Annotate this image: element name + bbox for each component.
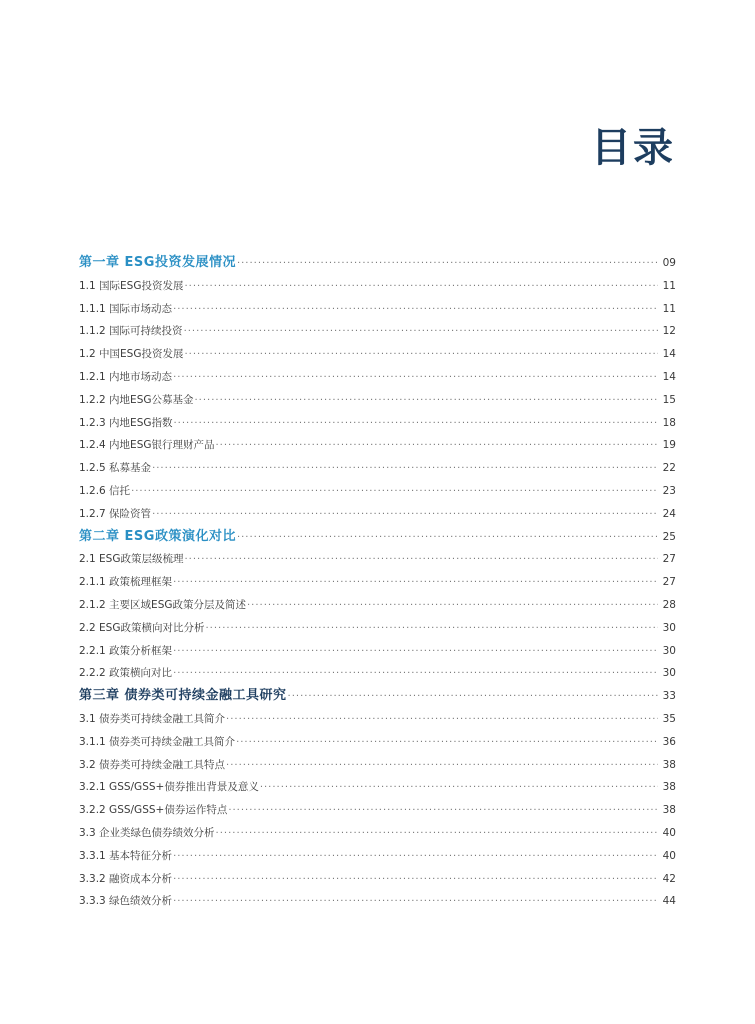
dot-leader <box>173 572 658 595</box>
toc-page-number: 33 <box>662 690 676 703</box>
dot-leader <box>195 390 659 413</box>
toc-page-number: 28 <box>662 598 676 611</box>
dot-leader <box>237 527 658 550</box>
dot-leader <box>247 595 658 618</box>
toc-entry[interactable] <box>79 640 676 663</box>
toc-entry-label: 2.2.1 政策分析框架 <box>79 644 173 657</box>
toc-page-number: 30 <box>662 667 676 680</box>
toc-entry-label: 3.1 债券类可持续金融工具简介 <box>79 712 226 725</box>
dot-leader <box>228 800 658 823</box>
toc-entry[interactable] <box>79 298 676 321</box>
dot-leader <box>152 504 658 527</box>
toc-entry[interactable] <box>79 503 676 526</box>
table-of-contents <box>79 252 676 913</box>
toc-chapter-entry[interactable] <box>79 685 676 708</box>
toc-page-number: 30 <box>662 644 676 657</box>
dot-leader <box>288 686 658 709</box>
toc-entry-label: 第一章 ESG投资发展情况 <box>79 255 236 270</box>
toc-entry[interactable] <box>79 890 676 913</box>
toc-entry[interactable] <box>79 799 676 822</box>
toc-entry-label: 3.1.1 债券类可持续金融工具简介 <box>79 735 236 748</box>
dot-leader <box>173 299 658 322</box>
toc-chapter-entry[interactable] <box>79 526 676 549</box>
toc-entry[interactable] <box>79 708 676 731</box>
toc-page-number: 42 <box>662 872 676 885</box>
toc-entry-label: 1.2 中国ESG投资发展 <box>79 348 184 361</box>
dot-leader <box>205 618 658 641</box>
dot-leader <box>174 413 659 436</box>
toc-entry[interactable] <box>79 845 676 868</box>
dot-leader <box>216 435 659 458</box>
toc-entry[interactable] <box>79 480 676 503</box>
toc-entry-label: 1.1.1 国际市场动态 <box>79 302 173 315</box>
toc-page-number: 14 <box>662 348 676 361</box>
toc-entry-label: 1.2.5 私募基金 <box>79 462 152 475</box>
toc-entry[interactable] <box>79 412 676 435</box>
toc-page-number: 25 <box>662 530 676 543</box>
toc-page-number: 30 <box>662 621 676 634</box>
toc-entry-label: 3.2.2 GSS/GSS+债券运作特点 <box>79 804 228 817</box>
toc-entry[interactable] <box>79 320 676 343</box>
dot-leader <box>184 344 658 367</box>
toc-page-number: 44 <box>662 895 676 908</box>
toc-page-number: 09 <box>662 257 676 269</box>
toc-entry-label: 2.1.2 主要区域ESG政策分层及简述 <box>79 598 246 611</box>
toc-entry-label: 第三章 债券类可持续金融工具研究 <box>79 688 287 704</box>
toc-entry-label: 2.2.2 政策横向对比 <box>79 667 173 680</box>
toc-entry[interactable] <box>79 343 676 366</box>
dot-leader <box>184 276 658 299</box>
toc-entry[interactable] <box>79 594 676 617</box>
toc-page-number: 36 <box>662 735 676 748</box>
toc-entry-label: 3.3 企业类绿色债券绩效分析 <box>79 826 215 839</box>
toc-entry-label: 第二章 ESG政策演化对比 <box>79 528 236 544</box>
toc-entry[interactable] <box>79 571 676 594</box>
dot-leader <box>260 777 658 800</box>
toc-page-number: 11 <box>662 302 676 315</box>
toc-entry[interactable] <box>79 868 676 891</box>
page-title: 目录 <box>591 125 675 171</box>
dot-leader <box>131 481 658 504</box>
dot-leader <box>216 823 658 846</box>
toc-page-number: 27 <box>662 553 676 566</box>
toc-page-number: 38 <box>662 781 676 794</box>
toc-entry-label: 3.2 债券类可持续金融工具特点 <box>79 758 226 771</box>
toc-entry-label: 1.2.6 信托 <box>79 484 131 497</box>
toc-page-number: 19 <box>662 439 676 452</box>
toc-entry-label: 2.1 ESG政策层级梳理 <box>79 553 184 566</box>
toc-entry[interactable] <box>79 457 676 480</box>
toc-entry-label: 3.3.3 绿色绩效分析 <box>79 895 173 908</box>
dot-leader <box>237 253 658 276</box>
dot-leader <box>226 709 658 732</box>
toc-entry[interactable] <box>79 366 676 389</box>
toc-entry[interactable] <box>79 275 676 298</box>
toc-page-number: 15 <box>662 393 676 406</box>
toc-page-number: 40 <box>662 826 676 839</box>
toc-entry[interactable] <box>79 662 676 685</box>
toc-entry[interactable] <box>79 617 676 640</box>
toc-page-number: 14 <box>662 370 676 383</box>
toc-entry[interactable] <box>79 389 676 412</box>
toc-entry[interactable] <box>79 548 676 571</box>
toc-entry-label: 1.2.3 内地ESG指数 <box>79 416 173 429</box>
toc-entry[interactable] <box>79 776 676 799</box>
toc-entry-label: 1.2.4 内地ESG银行理财产品 <box>79 439 215 452</box>
toc-page-number: 35 <box>662 712 676 725</box>
toc-entry-label: 3.3.2 融资成本分析 <box>79 872 173 885</box>
toc-entry-label: 1.2.2 内地ESG公募基金 <box>79 393 194 406</box>
toc-entry-label: 3.2.1 GSS/GSS+债券推出背景及意义 <box>79 781 259 794</box>
toc-entry-label: 3.3.1 基本特征分析 <box>79 849 173 862</box>
toc-chapter-entry[interactable] <box>79 252 676 275</box>
toc-entry[interactable] <box>79 731 676 754</box>
dot-leader <box>173 891 658 914</box>
toc-entry-label: 1.1 国际ESG投资发展 <box>79 279 184 292</box>
dot-leader <box>184 321 658 344</box>
dot-leader <box>226 755 658 778</box>
toc-entry[interactable] <box>79 754 676 777</box>
toc-entry[interactable] <box>79 822 676 845</box>
toc-page-number: 24 <box>662 507 676 520</box>
dot-leader <box>236 732 658 755</box>
toc-page-number: 40 <box>662 849 676 862</box>
dot-leader <box>173 367 658 390</box>
dot-leader <box>173 869 658 892</box>
dot-leader <box>173 663 658 686</box>
toc-page-number: 18 <box>662 416 676 429</box>
toc-entry-label: 1.2.1 内地市场动态 <box>79 370 173 383</box>
toc-entry[interactable] <box>79 434 676 457</box>
toc-page-number: 27 <box>662 576 676 589</box>
toc-entry-label: 2.2 ESG政策横向对比分析 <box>79 621 205 634</box>
toc-page-number: 11 <box>662 279 676 292</box>
toc-entry-label: 1.1.2 国际可持续投资 <box>79 325 183 338</box>
toc-page-number: 22 <box>662 462 676 475</box>
dot-leader <box>173 641 658 664</box>
dot-leader <box>184 549 658 572</box>
toc-entry-label: 1.2.7 保险资管 <box>79 507 152 520</box>
toc-page-number: 38 <box>662 758 676 771</box>
toc-page-number: 12 <box>662 325 676 338</box>
toc-entry-label: 2.1.1 政策梳理框架 <box>79 576 173 589</box>
dot-leader <box>152 458 658 481</box>
toc-page-number: 38 <box>662 804 676 817</box>
dot-leader <box>173 846 658 869</box>
toc-page-number: 23 <box>662 484 676 497</box>
